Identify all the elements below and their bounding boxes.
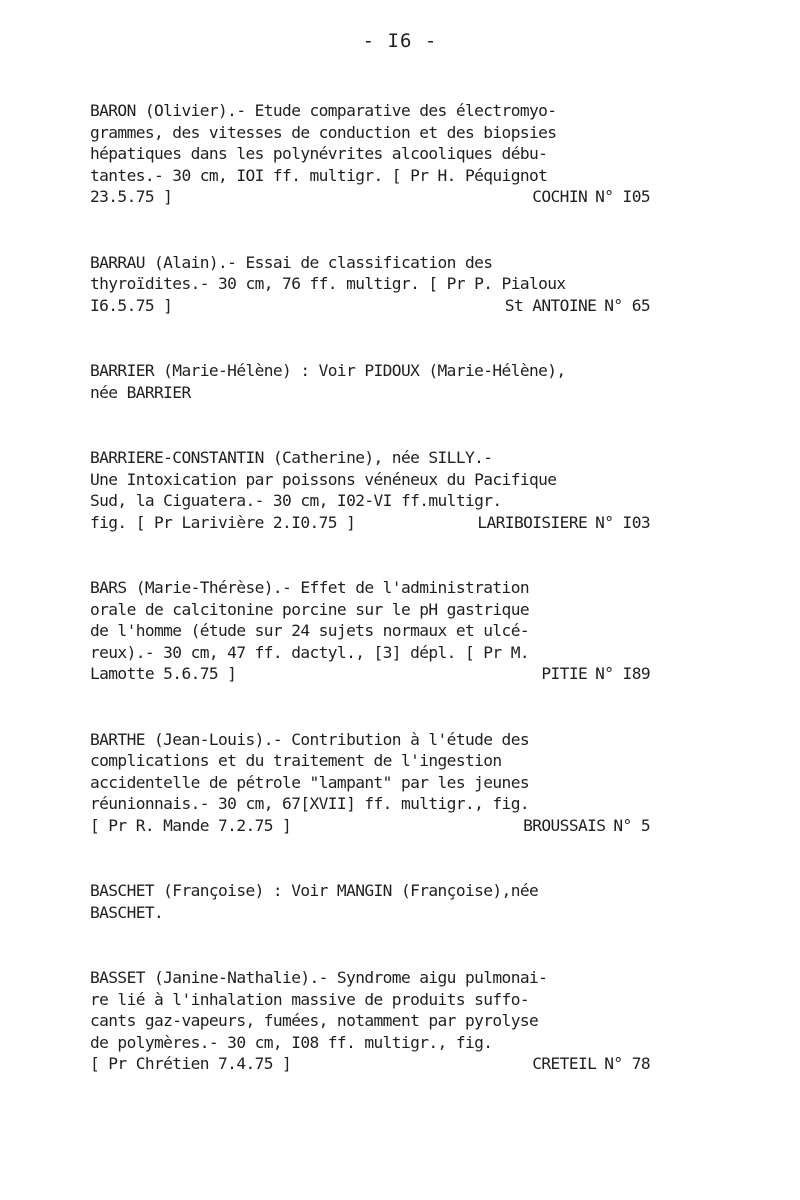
entry-line: BARON (Olivier).- Etude comparative des électromyo- — [90, 101, 557, 120]
entry-number: N° I05 — [595, 187, 650, 206]
entry-location: LARIBOISIERE — [477, 512, 588, 532]
entry-date: 23.5.75 ] — [90, 187, 173, 206]
entry-location: COCHIN — [532, 187, 588, 206]
entry-line: cants gaz-vapeurs, fumées, notamment par pyrolyse — [90, 1011, 539, 1030]
entry-line: complications et du traitement de l'ingestion — [90, 751, 502, 770]
entry-line: BARTHE (Jean-Louis).- Contribution à l'étude des — [90, 729, 529, 749]
entry-line: BARRIERE-CONSTANTIN (Catherine), née SILLY.- — [90, 448, 493, 467]
entry-location: PITIE — [541, 664, 588, 683]
bibliography-entry — [90, 967, 690, 1075]
entry-last-line — [90, 512, 650, 534]
entry-last-line — [90, 663, 650, 685]
entry-line: thyroïdites.- 30 cm, 76 ff. multigr. [ Pr P. Pialoux — [90, 274, 566, 293]
bibliography-entry — [90, 880, 690, 923]
entry-date: I6.5.75 ] — [90, 295, 173, 315]
entry-line: BASSET (Janine-Nathalie).- Syndrome aigu pulmonai- — [90, 968, 548, 987]
entry-line: tantes.- 30 cm, IOI ff. multigr. [ Pr H. Péquignot — [90, 165, 548, 185]
entry-line: reux).- 30 cm, 47 ff. dactyl., [3] dépl. [ Pr M. — [90, 642, 529, 662]
entry-date: [ Pr Chrétien 7.4.75 ] — [90, 1054, 292, 1073]
entry-line: orale de calcitonine porcine sur le pH gastrique — [90, 599, 529, 619]
bibliography-entry — [90, 447, 690, 533]
entry-line: Une Intoxication par poissons vénéneux du Pacifique — [90, 469, 557, 489]
entry-number: N° I03 — [595, 512, 650, 532]
entry-location: BROUSSAIS — [523, 815, 606, 835]
entry-line: BARS (Marie-Thérèse).- Effet de l'administration — [90, 578, 529, 597]
entry-number: N° I89 — [595, 664, 650, 683]
entry-line: BASCHET. — [90, 902, 164, 922]
bibliography-entry — [90, 100, 690, 208]
entry-date: Lamotte 5.6.75 ] — [90, 664, 237, 683]
entry-last-line — [90, 295, 650, 317]
entry-line: re lié à l'inhalation massive de produits suffo- — [90, 989, 529, 1009]
bibliography-entry — [90, 577, 690, 685]
entry-line: BASCHET (Françoise) : Voir MANGIN (Françoise),née — [90, 881, 539, 900]
bibliography-entry — [90, 360, 690, 403]
page-number: - I6 - — [362, 30, 438, 52]
entry-line: accidentelle de pétrole "lampant" par les jeunes — [90, 772, 529, 792]
entry-location: CRETEIL — [532, 1054, 597, 1073]
entry-line: BARRAU (Alain).- Essai de classification des — [90, 252, 493, 272]
entry-line: grammes, des vitesses de conduction et des biopsies — [90, 122, 557, 142]
entry-line: de polymères.- 30 cm, I08 ff. multigr., fig. — [90, 1032, 493, 1052]
entry-line: BARRIER (Marie-Hélène) : Voir PIDOUX (Marie-Hélène), — [90, 361, 566, 380]
entry-line: réunionnais.- 30 cm, 67[XVII] ff. multigr., fig. — [90, 794, 529, 813]
entry-line: née BARRIER — [90, 382, 191, 402]
bibliography-entry — [90, 729, 690, 837]
entry-date: [ Pr R. Mande 7.2.75 ] — [90, 815, 292, 835]
entry-number: N° 78 — [604, 1054, 650, 1073]
entry-last-line — [90, 186, 650, 208]
entry-number: N° 65 — [604, 295, 650, 315]
entry-line: de l'homme (étude sur 24 sujets normaux et ulcé- — [90, 621, 529, 640]
entry-last-line — [90, 815, 650, 837]
bibliography-entry — [90, 252, 690, 317]
bibliography-list — [90, 100, 690, 1119]
entry-location: St ANTOINE — [504, 295, 597, 315]
entry-date: fig. [ Pr Larivière 2.I0.75 ] — [90, 512, 356, 532]
entry-line: hépatiques dans les polynévrites alcooliques débu- — [90, 144, 548, 163]
entry-last-line — [90, 1053, 650, 1075]
entry-number: N° 5 — [613, 815, 650, 835]
entry-line: Sud, la Ciguatera.- 30 cm, I02-VI ff.multigr. — [90, 491, 502, 510]
